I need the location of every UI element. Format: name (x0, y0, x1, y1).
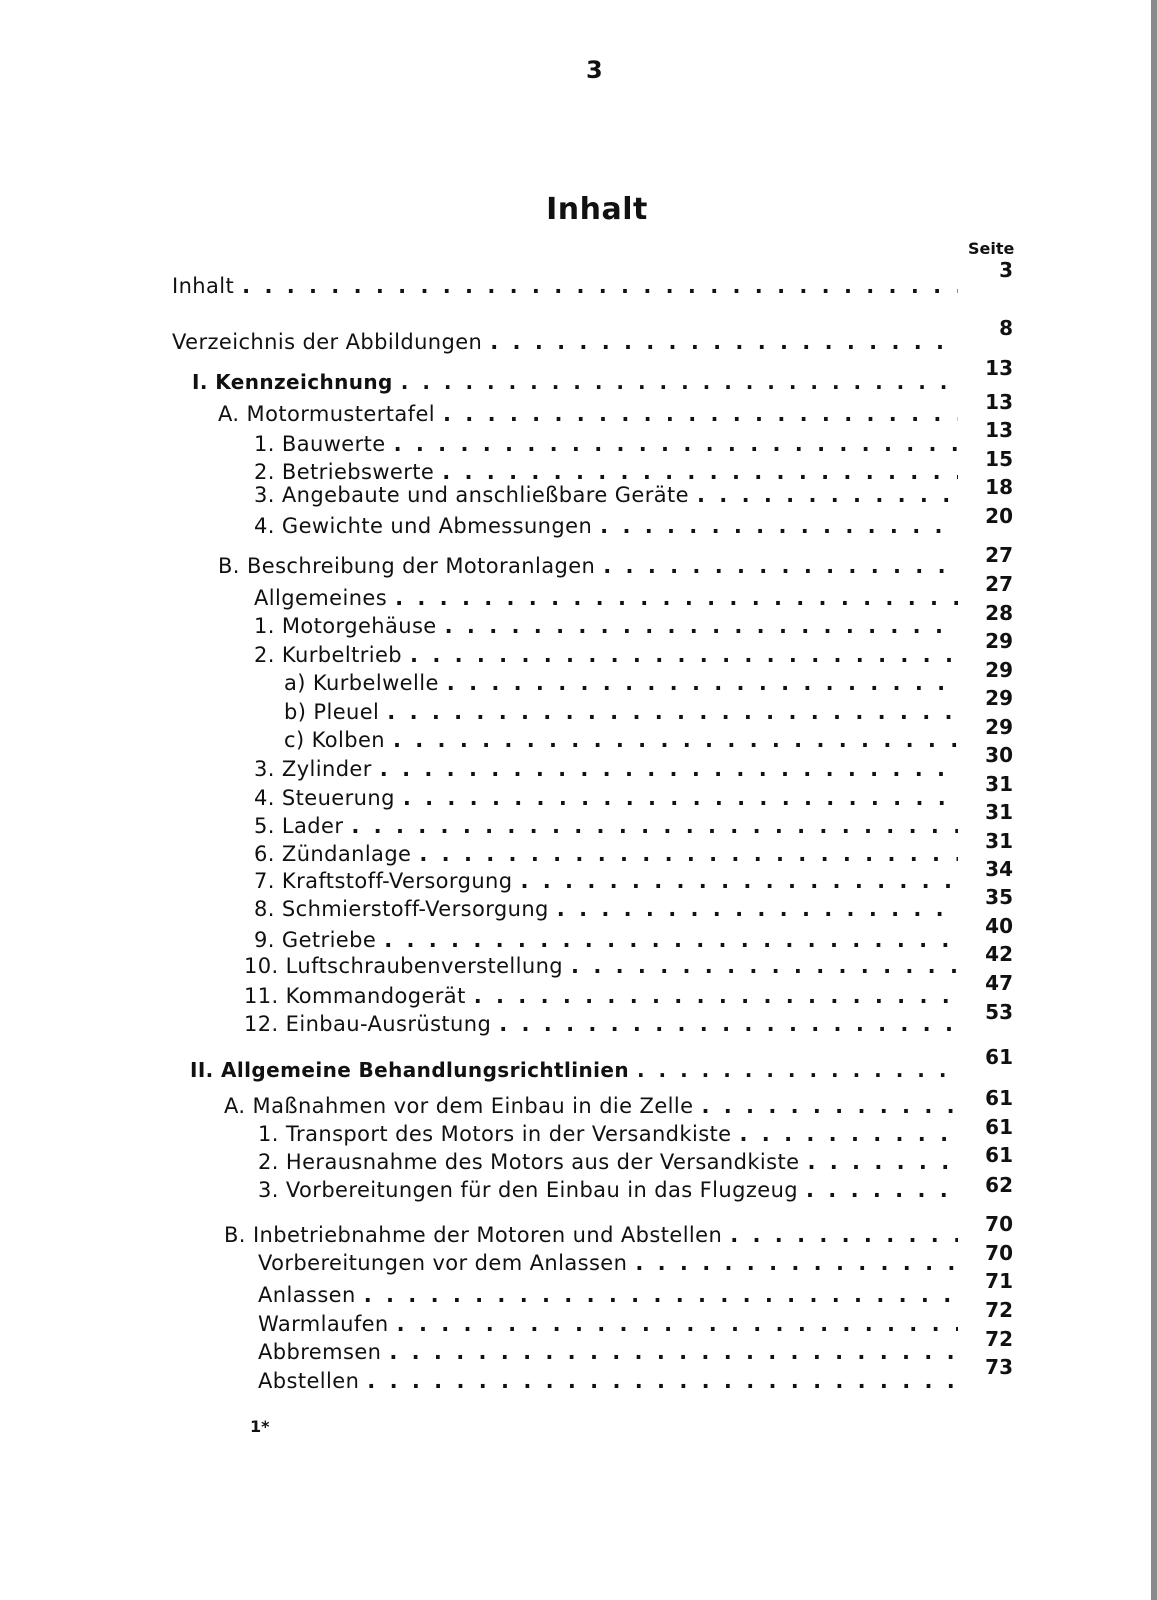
dot-leader (394, 432, 958, 456)
dot-leader (520, 869, 958, 893)
toc-entry-page: 73 (985, 1355, 1013, 1379)
dot-leader (364, 1283, 958, 1307)
dot-leader (603, 554, 958, 578)
toc-entry-page: 29 (985, 658, 1013, 682)
toc-entry-page: 3 (999, 258, 1013, 282)
toc-entry-page: 34 (985, 857, 1013, 881)
toc-entry-page: 40 (985, 914, 1013, 938)
dot-leader (367, 1369, 958, 1393)
toc-entry-label: b) Pleuel (284, 700, 380, 724)
toc-entry-label: I. Kennzeichnung (192, 370, 393, 394)
toc-entry (254, 928, 958, 952)
toc-entry (254, 483, 958, 507)
toc-entry-page: 20 (985, 504, 1013, 528)
toc-entry-label: 1. Transport des Motors in der Versandkiste (258, 1122, 732, 1146)
toc-entry-page: 72 (985, 1298, 1013, 1322)
toc-entry-label: 2. Kurbeltrieb (254, 643, 403, 667)
toc-entry (284, 671, 958, 695)
toc-entry-label: a) Kurbelwelle (284, 671, 439, 695)
page-column-header: Seite (968, 239, 1015, 258)
scan-edge (1151, 0, 1157, 1600)
toc-entry-page: 29 (985, 686, 1013, 710)
toc-entry-label: 12. Einbau-Ausrüstung (244, 1012, 492, 1036)
toc-entry-page: 42 (985, 942, 1013, 966)
toc-entry-label: 8. Schmierstoff-Versorgung (254, 897, 549, 921)
toc-entry (258, 1369, 958, 1393)
toc-entry (244, 984, 958, 1008)
toc-entry-label: 3. Angebaute und anschließbare Geräte (254, 483, 690, 507)
toc-entry (192, 370, 958, 394)
dot-leader (571, 954, 958, 978)
toc-entry-label: 4. Gewichte und Abmessungen (254, 514, 593, 538)
toc-entry-page: 70 (985, 1241, 1013, 1265)
toc-entry-label: 2. Betriebswerte (254, 460, 435, 484)
toc-entry-page: 8 (999, 316, 1013, 340)
toc-entry (258, 1312, 958, 1336)
toc-entry-label: II. Allgemeine Behandlungsrichtlinien (190, 1058, 629, 1082)
dot-leader (393, 728, 958, 752)
dot-leader (474, 984, 958, 1008)
toc-entry (218, 554, 958, 578)
toc-entry-page: 18 (985, 475, 1013, 499)
page-number: 3 (586, 56, 603, 84)
dot-leader (499, 1012, 958, 1036)
toc-entry-page: 29 (985, 629, 1013, 653)
dot-leader (443, 402, 958, 426)
toc-entry-label: 9. Getriebe (254, 928, 377, 952)
toc-entry-page: 13 (985, 418, 1013, 442)
dot-leader (401, 370, 958, 394)
toc-entry-page: 61 (985, 1143, 1013, 1167)
dot-leader (384, 928, 958, 952)
toc-entry-label: B. Beschreibung der Motoranlagen (218, 554, 596, 578)
toc-entry-page: 15 (985, 447, 1013, 471)
toc-entry-label: 1. Bauwerte (254, 432, 386, 456)
toc-entry-label: 10. Luftschraubenverstellung (244, 954, 564, 978)
toc-entry (224, 1094, 958, 1118)
toc-entry (254, 586, 958, 610)
toc-entry-page: 29 (985, 715, 1013, 739)
toc-entry-label: c) Kolben (284, 728, 385, 752)
toc-entry (258, 1340, 958, 1364)
toc-entry-page: 31 (985, 800, 1013, 824)
dot-leader (380, 757, 958, 781)
toc-entry-label: A. Maßnahmen vor dem Einbau in die Zelle (224, 1094, 694, 1118)
dot-leader (635, 1251, 958, 1275)
dot-leader (351, 814, 958, 838)
toc-entry (244, 1012, 958, 1036)
toc-entry (254, 842, 958, 866)
toc-entry (254, 786, 958, 810)
dot-leader (697, 483, 958, 507)
toc-entry-label: Vorbereitungen vor dem Anlassen (258, 1251, 628, 1275)
toc-entry (258, 1251, 958, 1275)
footer-signature-mark: 1* (250, 1417, 270, 1436)
toc-entry-label: B. Inbetriebnahme der Motoren und Abstellen (224, 1223, 723, 1247)
toc-entry (254, 757, 958, 781)
toc-entry-label: 3. Vorbereitungen für den Einbau in das Flugzeug (258, 1178, 799, 1202)
toc-entry-page: 72 (985, 1327, 1013, 1351)
dot-leader (806, 1178, 958, 1202)
dot-leader (557, 897, 958, 921)
toc-entry-label: Abstellen (258, 1369, 360, 1393)
dot-leader (445, 614, 958, 638)
toc-entry-page: 35 (985, 885, 1013, 909)
toc-entry-label: 4. Steuerung (254, 786, 395, 810)
toc-entry-label: Verzeichnis der Abbildungen (172, 330, 483, 354)
toc-entry-page: 62 (985, 1173, 1013, 1197)
toc-entry-label: 7. Kraftstoff-Versorgung (254, 869, 513, 893)
toc-entry (190, 1058, 958, 1082)
toc-entry-page: 61 (985, 1045, 1013, 1069)
toc-entry-label: 11. Kommandogerät (244, 984, 466, 1008)
dot-leader (410, 643, 958, 667)
toc-entry-page: 13 (985, 390, 1013, 414)
toc-entry-label: 5. Lader (254, 814, 344, 838)
toc-entry-page: 47 (985, 971, 1013, 995)
toc-entry-label: Warmlaufen (258, 1312, 389, 1336)
dot-leader (397, 1312, 958, 1336)
toc-entry-page: 13 (985, 356, 1013, 380)
toc-entry-page: 27 (985, 572, 1013, 596)
toc-entry-page: 61 (985, 1086, 1013, 1110)
dot-leader (242, 274, 958, 298)
dot-leader (807, 1150, 958, 1174)
page-title: Inhalt (546, 192, 648, 227)
toc-entry (218, 402, 958, 426)
toc-entry (254, 814, 958, 838)
toc-entry (224, 1223, 958, 1247)
toc-entry-page: 27 (985, 543, 1013, 567)
toc-entry (254, 897, 958, 921)
dot-leader (419, 842, 958, 866)
toc-entry-page: 30 (985, 743, 1013, 767)
toc-entry-page: 31 (985, 772, 1013, 796)
dot-leader (701, 1094, 958, 1118)
toc-entry-page: 53 (985, 1000, 1013, 1024)
toc-entry-label: Anlassen (258, 1283, 356, 1307)
toc-entry (258, 1178, 958, 1202)
toc-entry (172, 274, 958, 298)
toc-entry (258, 1122, 958, 1146)
dot-leader (740, 1122, 959, 1146)
dot-leader (637, 1058, 958, 1082)
toc-entry-label: Abbremsen (258, 1340, 382, 1364)
toc-entry-label: 6. Zündanlage (254, 842, 412, 866)
toc-entry-label: A. Motormustertafel (218, 402, 436, 426)
toc-entry-page: 71 (985, 1269, 1013, 1293)
dot-leader (730, 1223, 958, 1247)
dot-leader (395, 586, 958, 610)
toc-entry-label: 1. Motorgehäuse (254, 614, 437, 638)
toc-entry (254, 643, 958, 667)
dot-leader (490, 330, 958, 354)
toc-entry-page: 31 (985, 829, 1013, 853)
dot-leader (600, 514, 958, 538)
dot-leader (389, 1340, 958, 1364)
toc-entry (254, 514, 958, 538)
toc-entry-page: 28 (985, 601, 1013, 625)
dot-leader (442, 460, 958, 484)
toc-entry (254, 614, 958, 638)
toc-entry (254, 432, 958, 456)
toc-entry (244, 954, 958, 978)
toc-entry (172, 330, 958, 354)
toc-entry-label: Allgemeines (254, 586, 388, 610)
toc-entry (254, 460, 958, 484)
dot-leader (387, 700, 958, 724)
toc-entry-label: 3. Zylinder (254, 757, 372, 781)
toc-entry (254, 869, 958, 893)
dot-leader (447, 671, 958, 695)
toc-entry-page: 70 (985, 1212, 1013, 1236)
toc-entry-label: Inhalt (172, 274, 235, 298)
toc-entry (258, 1150, 958, 1174)
toc-entry (284, 728, 958, 752)
toc-entry (258, 1283, 958, 1307)
toc-entry-page: 61 (985, 1115, 1013, 1139)
toc-entry (284, 700, 958, 724)
dot-leader (403, 786, 958, 810)
toc-entry-label: 2. Herausnahme des Motors aus der Versandkiste (258, 1150, 800, 1174)
